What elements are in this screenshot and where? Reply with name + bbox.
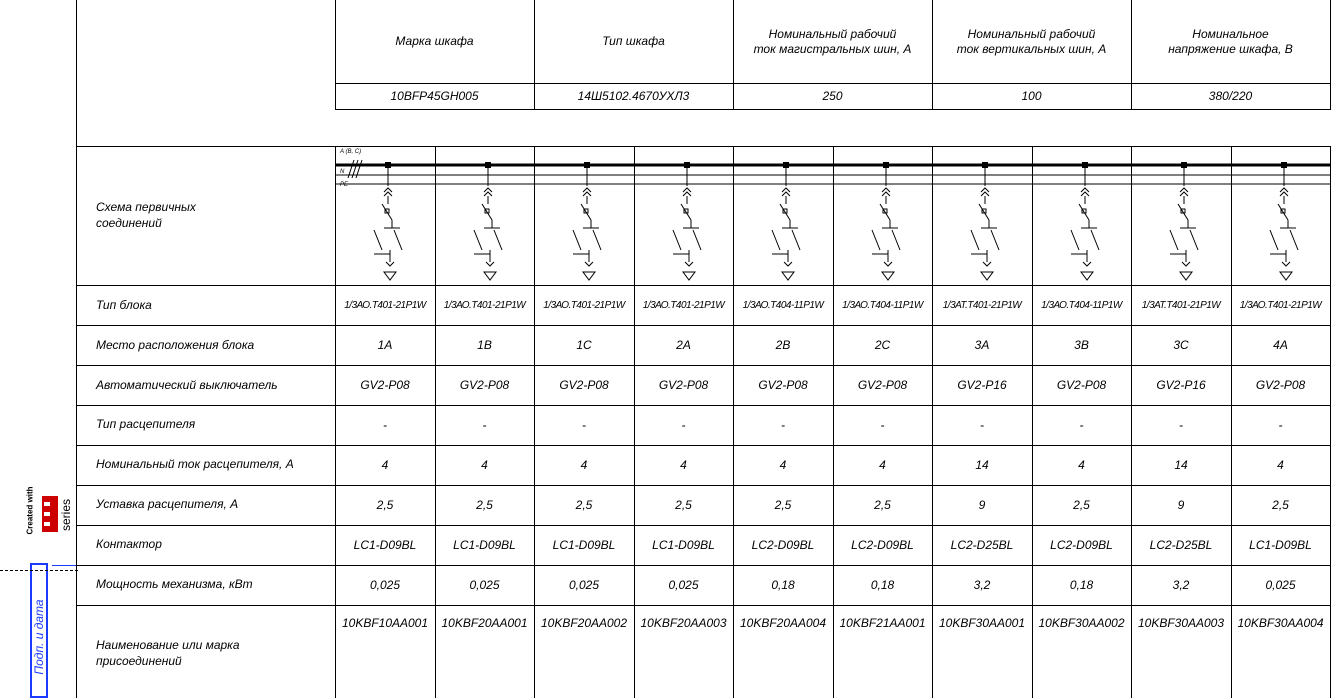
connector-symbol: [782, 192, 790, 196]
cell-setting: 2,5: [675, 498, 692, 512]
bus-abc-label: A (B, C): [340, 149, 362, 155]
load-symbol: [1280, 272, 1292, 280]
cell-power: 0,025: [668, 578, 699, 592]
load-symbol: [882, 272, 894, 280]
connector-symbol: [1282, 262, 1290, 266]
cell-contactor: LC1-D09BL: [353, 538, 417, 552]
breaker-symbol: [979, 204, 989, 220]
cell-release-type: -: [1179, 418, 1183, 432]
bus-connection-node: [584, 162, 590, 168]
cell-release-current: 14: [975, 458, 989, 472]
cell-contactor: LC2-D25BL: [1149, 538, 1213, 552]
load-symbol: [583, 272, 595, 280]
contactor-symbol: [394, 230, 402, 250]
cell-release-current: 14: [1174, 458, 1188, 472]
header-cabinet-voltage: Номинальное напряжение шкафа, В: [1168, 26, 1293, 56]
bus-connection-node: [1281, 162, 1287, 168]
cell-location: 4A: [1273, 338, 1288, 352]
bus-connection-node: [982, 162, 988, 168]
cell-power: 0,025: [469, 578, 500, 592]
header-main-bus-current: Номинальный рабочий ток магистральных шин, А: [753, 26, 912, 56]
cell-contactor: LC2-D09BL: [851, 538, 914, 552]
connector-symbol: [1280, 192, 1288, 196]
row-label-scheme: Схема первичных соединений: [96, 200, 196, 230]
value-cabinet-type: 14Ш5102.4670УХЛ3: [577, 89, 690, 103]
connector-symbol: [486, 262, 494, 266]
cell-breaker: GV2-P08: [360, 378, 410, 392]
cell-setting: 9: [1177, 498, 1185, 512]
cell-breaker: GV2-P16: [1156, 378, 1206, 392]
contactor-symbol: [1290, 230, 1298, 250]
row-label-release-type: Тип расцепителя: [96, 417, 196, 431]
bus-connection-node: [684, 162, 690, 168]
value-cabinet-mark: 10BFP45GH005: [390, 89, 479, 103]
cell-block-type: 1/3АО.Т401-21Р1W: [642, 299, 725, 311]
value-vertical-bus-current: 100: [1021, 89, 1042, 103]
cell-breaker: GV2-P08: [758, 378, 808, 392]
cell-setting: 2,5: [1073, 498, 1090, 512]
cell-setting: 2,5: [376, 498, 394, 512]
cell-setting: 2,5: [476, 498, 493, 512]
bus-n-label: N: [340, 169, 345, 175]
contactor-symbol: [374, 230, 382, 250]
cell-release-type: -: [1278, 418, 1283, 432]
connector-symbol: [685, 262, 693, 266]
cell-connection-name: 10KBF20AA001: [441, 616, 528, 630]
connector-symbol: [384, 192, 392, 196]
breaker-symbol: [482, 204, 492, 220]
sign-box-top-line: [52, 565, 76, 566]
row-label-contactor: Контактор: [96, 537, 162, 551]
cell-location: 1A: [377, 338, 393, 352]
connector-symbol: [1180, 192, 1188, 196]
contactor-symbol: [991, 230, 999, 250]
header-cabinet-mark: Марка шкафа: [395, 34, 474, 48]
contactor-symbol: [792, 230, 800, 250]
cell-release-type: -: [383, 418, 387, 432]
cell-block-type: 1/3АО.Т401-21Р1W: [1239, 299, 1322, 311]
row-label-power: Мощность механизма, кВт: [96, 577, 253, 591]
cell-power: 0,18: [870, 578, 895, 592]
contactor-symbol: [1190, 230, 1198, 250]
row-label-name: Наименование или марка присоединений: [96, 638, 240, 668]
cell-release-current: 4: [481, 458, 488, 472]
bus-connection-node: [1181, 162, 1187, 168]
cell-release-type: -: [482, 418, 487, 432]
bus-pe-label: PE: [340, 182, 349, 188]
cell-contactor: LC1-D09BL: [552, 538, 616, 552]
cell-contactor: LC1-D09BL: [1249, 538, 1312, 552]
cell-contactor: LC1-D09BL: [453, 538, 516, 552]
cell-location: 2A: [676, 338, 691, 352]
cell-location: 1B: [477, 338, 492, 352]
connector-symbol: [386, 262, 394, 266]
breaker-symbol: [581, 204, 591, 220]
row-label-block-type: Тип блока: [96, 298, 152, 312]
cell-power: 0,025: [568, 578, 600, 592]
cell-contactor: LC1-D09BL: [652, 538, 715, 552]
cell-release-current: 4: [879, 458, 886, 472]
cell-connection-name: 10KBF30AA004: [1237, 616, 1324, 630]
connector-symbol: [484, 192, 492, 196]
cell-breaker: GV2-P08: [658, 378, 709, 392]
cell-connection-name: 10KBF30AA003: [1137, 616, 1225, 630]
cell-location: 3C: [1173, 338, 1189, 352]
breaker-symbol: [1278, 204, 1288, 220]
header-cabinet-type: Тип шкафа: [602, 34, 665, 48]
connector-symbol: [683, 192, 691, 196]
row-label-breaker: Автоматический выключатель: [96, 378, 278, 392]
contactor-symbol: [1071, 230, 1079, 250]
cell-setting: 2,5: [874, 498, 891, 512]
bus-connection-node: [883, 162, 889, 168]
cell-breaker: GV2-P08: [1255, 378, 1306, 392]
logo-caption: Created with: [25, 486, 35, 535]
load-symbol: [484, 272, 496, 280]
value-cabinet-voltage: 380/220: [1208, 89, 1253, 103]
contactor-symbol: [573, 230, 581, 250]
row-label-release-current: Номинальный ток расцепителя, А: [96, 457, 294, 471]
connector-symbol: [585, 262, 593, 266]
row-label-location: Место расположения блока: [96, 338, 255, 352]
cell-contactor: LC2-D09BL: [751, 538, 815, 552]
cell-release-type: -: [582, 418, 586, 432]
cell-contactor: LC2-D09BL: [1050, 538, 1113, 552]
cell-location: 3B: [1074, 338, 1089, 352]
connector-symbol: [1182, 262, 1190, 266]
cell-block-type: 1/3АО.Т404-11Р1W: [742, 299, 824, 311]
cell-power: 0,025: [369, 578, 401, 592]
cell-block-type: 1/3АТ.Т401-21Р1W: [1141, 299, 1221, 311]
cell-power: 0,18: [1069, 578, 1094, 592]
cell-connection-name: 10KBF20AA003: [640, 616, 727, 630]
contactor-symbol: [892, 230, 900, 250]
connector-symbol: [1081, 192, 1089, 196]
contactor-symbol: [474, 230, 482, 250]
connector-symbol: [583, 192, 591, 196]
cell-breaker: GV2-P08: [857, 378, 908, 392]
cell-power: 3,2: [973, 578, 991, 592]
load-symbol: [782, 272, 794, 280]
bus-connection-node: [385, 162, 391, 168]
cell-block-type: 1/3АО.Т401-21Р1W: [443, 299, 526, 311]
cell-block-type: 1/3АО.Т401-21Р1W: [344, 299, 426, 311]
cell-setting: 2,5: [774, 498, 792, 512]
load-symbol: [1180, 272, 1192, 280]
value-main-bus-current: 250: [822, 89, 843, 103]
breaker-symbol: [382, 204, 392, 220]
cell-connection-name: 10KBF30AA002: [1038, 616, 1125, 630]
cell-contactor: LC2-D25BL: [950, 538, 1014, 552]
cell-connection-name: 10KBF20AA004: [739, 616, 827, 630]
load-symbol: [981, 272, 993, 280]
cell-release-current: 4: [1277, 458, 1284, 472]
cell-release-current: 4: [779, 458, 787, 472]
breaker-symbol: [681, 204, 691, 220]
cell-location: 3A: [974, 338, 990, 352]
load-symbol: [1081, 272, 1093, 280]
cell-release-type: -: [1079, 418, 1084, 432]
connector-symbol: [882, 192, 890, 196]
cell-location: 1C: [576, 338, 592, 352]
cell-location: 2B: [775, 338, 791, 352]
cell-setting: 2,5: [1272, 498, 1289, 512]
bus-connection-node: [1082, 162, 1088, 168]
header-vertical-bus-current: Номинальный рабочий ток вертикальных шин, А: [956, 26, 1107, 56]
connector-symbol: [784, 262, 792, 266]
contactor-symbol: [872, 230, 880, 250]
contactor-symbol: [772, 230, 780, 250]
cell-breaker: GV2-P08: [1056, 378, 1107, 392]
cell-power: 3,2: [1172, 578, 1190, 592]
cell-breaker: GV2-P16: [957, 378, 1007, 392]
cell-setting: 2,5: [575, 498, 593, 512]
cell-block-type: 1/3АО.Т404-11Р1W: [842, 299, 923, 311]
contactor-symbol: [593, 230, 601, 250]
cell-release-type: -: [880, 418, 885, 432]
cut-line: [0, 570, 78, 571]
bus-connection-node: [485, 162, 491, 168]
contactor-symbol: [1270, 230, 1278, 250]
load-symbol: [683, 272, 695, 280]
cell-release-current: 4: [580, 458, 588, 472]
contactor-symbol: [1170, 230, 1178, 250]
cell-block-type: 1/3АО.Т404-11Р1W: [1041, 299, 1122, 311]
cell-connection-name: 10KBF20AA002: [540, 616, 628, 630]
sign-date-label: Подп. и дата: [32, 599, 46, 675]
contactor-symbol: [693, 230, 701, 250]
load-symbol: [384, 272, 396, 280]
cell-release-current: 4: [680, 458, 687, 472]
connector-symbol: [983, 262, 991, 266]
contactor-symbol: [971, 230, 979, 250]
contactor-symbol: [494, 230, 502, 250]
contactor-symbol: [673, 230, 681, 250]
cell-block-type: 1/3АТ.Т401-21Р1W: [942, 299, 1022, 311]
connector-symbol: [884, 262, 892, 266]
bus-connection-node: [783, 162, 789, 168]
cell-release-current: 4: [381, 458, 389, 472]
cell-connection-name: 10KBF21AA001: [839, 616, 926, 630]
breaker-symbol: [1079, 204, 1089, 220]
connector-symbol: [981, 192, 989, 196]
cell-release-type: -: [681, 418, 686, 432]
cell-location: 2C: [874, 338, 891, 352]
cell-breaker: GV2-P08: [559, 378, 609, 392]
cell-block-type: 1/3АО.Т401-21Р1W: [543, 299, 625, 311]
cell-breaker: GV2-P08: [459, 378, 510, 392]
cell-release-current: 4: [1078, 458, 1085, 472]
cell-connection-name: 10KBF10AA001: [341, 616, 429, 630]
cell-power: 0,025: [1265, 578, 1296, 592]
connector-symbol: [1083, 262, 1091, 266]
row-label-setting: Уставка расцепителя, А: [96, 497, 239, 511]
breaker-symbol: [1178, 204, 1188, 220]
cell-connection-name: 10KBF30AA001: [938, 616, 1026, 630]
cell-release-type: -: [781, 418, 785, 432]
cell-power: 0,18: [771, 578, 795, 592]
contactor-symbol: [1091, 230, 1099, 250]
e3-series-logo: [14, 486, 74, 540]
breaker-symbol: [880, 204, 890, 220]
breaker-symbol: [780, 204, 790, 220]
logo-series-text: series: [59, 498, 74, 532]
cell-setting: 9: [978, 498, 986, 512]
cell-release-type: -: [980, 418, 984, 432]
